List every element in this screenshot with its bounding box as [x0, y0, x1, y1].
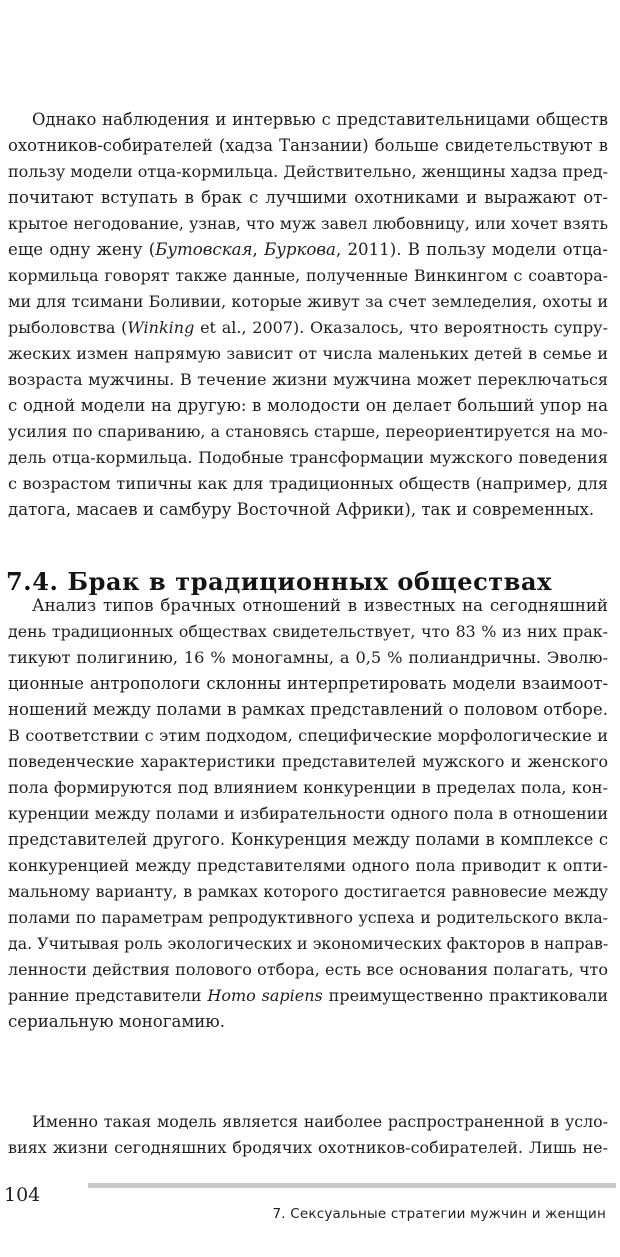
text-line: ленности действия полового отбора, есть все основания полагать, что: [8, 960, 608, 979]
text-line: датога, масаев и самбуру Восточной Африки), так и современных.: [8, 500, 595, 519]
text-line: ранние представители Homo sapiens преимущественно практиковали: [8, 986, 609, 1005]
text-line: В соответствии с этим подходом, специфические морфологические и: [8, 726, 608, 745]
paragraph-marriage-types: [8, 593, 608, 1035]
text-line: кормильца говорят также данные, полученные Винкингом с соавтора-: [8, 266, 608, 285]
text-line: конкуренцией между представителями одного пола приводит к опти-: [8, 856, 608, 875]
text-line: виях жизни сегодняшних бродячих охотников-собирателей. Лишь не-: [8, 1138, 608, 1157]
text-line: возраста мужчины. В течение жизни мужчина может переключаться: [8, 370, 608, 389]
text-line: мальному варианту, в рамках которого достигается равновесие между: [8, 882, 608, 901]
text-line: поведенческие характеристики представителей мужского и женского: [8, 752, 608, 771]
text-line: ношений между полами в рамках представлений о половом отборе.: [8, 700, 608, 719]
text-line: рыболовства (Winking et al., 2007). Оказалось, что вероятность супру-: [8, 318, 609, 337]
text-line: представителей другого. Конкуренция между полами в комплексе с: [8, 830, 608, 849]
text-line: жеских измен напрямую зависит от числа маленьких детей в семье и: [8, 344, 608, 363]
text-line: сериальную моногамию.: [8, 1012, 226, 1031]
paragraph-serial-monogamy: [8, 1109, 608, 1161]
text-line: почитают вступать в брак с лучшими охотниками и выражают от-: [8, 188, 608, 207]
page-number: 104: [4, 1184, 41, 1206]
text-line: усилия по спариванию, а становясь старше, переориентируется на мо-: [8, 422, 608, 441]
text-line: с возрастом типичны как для традиционных обществ (например, для: [8, 474, 608, 493]
text-line: пользу модели отца-кормильца. Действительно, женщины хадза пред-: [8, 162, 608, 181]
text-line: еще одну жену (Бутовская, Буркова, 2011). В пользу модели отца-: [8, 240, 608, 259]
paragraph-hadza-tsimane: [8, 107, 608, 523]
text-line: пола формируются под влиянием конкуренции в пределах пола, кон-: [8, 778, 608, 797]
text-line: куренции между полами и избирательности одного пола в отношении: [8, 804, 608, 823]
text-line: полами по параметрам репродуктивного успеха и родительского вкла-: [8, 908, 608, 927]
text-line: ми для тсимани Боливии, которые живут за счет земледелия, охоты и: [8, 292, 608, 311]
footer-rule: [88, 1183, 616, 1188]
text-line: Однако наблюдения и интервью с представительницами обществ: [32, 110, 608, 129]
text-line: Анализ типов брачных отношений в известных на сегодняшний: [32, 596, 608, 615]
section-heading: 7.4. Брак в традиционных обществах: [6, 566, 553, 596]
text-line: охотников-собирателей (хадза Танзании) больше свидетельствуют в: [8, 136, 608, 155]
text-line: дель отца-кормильца. Подобные трансформации мужского поведения: [8, 448, 608, 467]
text-line: тикуют полигинию, 16 % моногамны, а 0,5 % полиандричны. Эволю-: [8, 648, 608, 667]
text-line: да. Учитывая роль экологических и экономических факторов в направ-: [8, 934, 609, 953]
text-line: день традиционных обществах свидетельствует, что 83 % из них прак-: [8, 622, 608, 641]
text-line: крытое негодование, узнав, что муж завел любовницу, или хочет взять: [8, 214, 608, 233]
text-line: Именно такая модель является наиболее распространенной в усло-: [32, 1112, 608, 1131]
running-chapter-title: 7. Сексуальные стратегии мужчин и женщин: [272, 1206, 606, 1222]
text-line: с одной модели на другую: в молодости он делает больший упор на: [8, 396, 608, 415]
text-line: ционные антропологи склонны интерпретировать модели взаимоот-: [8, 674, 608, 693]
